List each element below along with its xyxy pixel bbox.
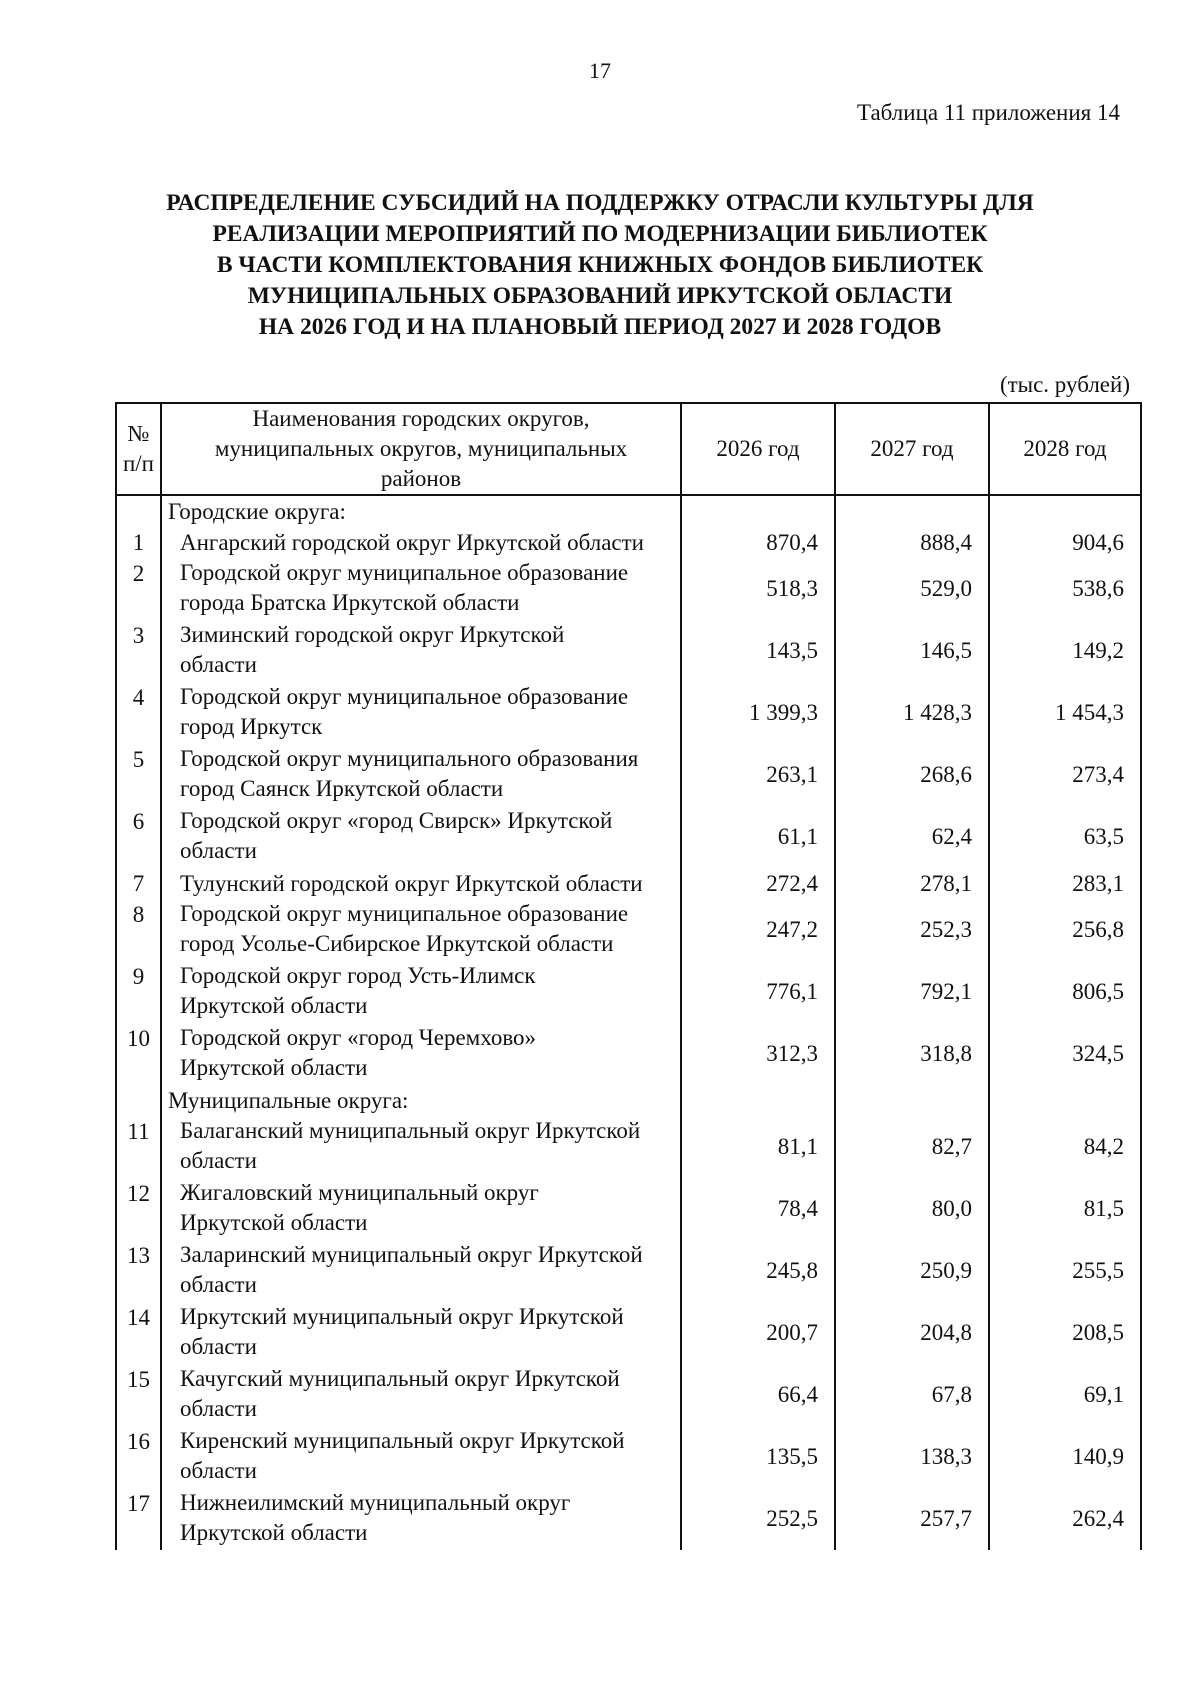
- row-number: 1: [116, 527, 161, 558]
- value-2026: 78,4: [681, 1178, 835, 1240]
- group-label: Муниципальные округа:: [161, 1085, 681, 1116]
- value-2027: 250,9: [835, 1240, 989, 1302]
- value-2027: 80,0: [835, 1178, 989, 1240]
- value-2028: 1 454,3: [989, 682, 1141, 744]
- value-2028: 806,5: [989, 961, 1141, 1023]
- municipality-name: [161, 1116, 681, 1178]
- municipality-name-line2: Иркутской области: [180, 993, 368, 1018]
- municipality-name: [161, 806, 681, 868]
- municipality-name-line2: области: [180, 1334, 257, 1359]
- table-row: [116, 868, 1141, 899]
- municipality-name-line2: Иркутской области: [180, 1055, 368, 1080]
- municipality-name-line1: Городской округ муниципальное образование: [180, 901, 629, 926]
- title-line: НА 2026 ГОД И НА ПЛАНОВЫЙ ПЕРИОД 2027 И 2028 ГОДОВ: [258, 314, 942, 340]
- municipality-name: [161, 899, 681, 961]
- table-row: [116, 527, 1141, 558]
- municipality-name: [161, 1023, 681, 1085]
- municipality-name-line1: Иркутский муниципальный округ Иркутской: [180, 1304, 624, 1329]
- row-number: 10: [116, 1023, 161, 1085]
- municipality-name-line1: Качугский муниципальный округ Иркутской: [180, 1366, 620, 1391]
- table-row: [116, 682, 1141, 744]
- title-line: МУНИЦИПАЛЬНЫХ ОБРАЗОВАНИЙ ИРКУТСКОЙ ОБЛАСТИ: [247, 283, 953, 309]
- municipality-name: [161, 527, 681, 558]
- value-2028: 904,6: [989, 527, 1141, 558]
- value-2026: 870,4: [681, 527, 835, 558]
- value-2028: 81,5: [989, 1178, 1141, 1240]
- row-number: 15: [116, 1364, 161, 1426]
- value-2028: 256,8: [989, 899, 1141, 961]
- value-2028: 208,5: [989, 1302, 1141, 1364]
- group-empty-cell: [835, 495, 989, 527]
- value-2026: 776,1: [681, 961, 835, 1023]
- group-empty-cell: [989, 495, 1141, 527]
- value-2028: 140,9: [989, 1426, 1141, 1488]
- municipality-name-line2: город Саянск Иркутской области: [180, 776, 504, 801]
- table-row: [116, 961, 1141, 1023]
- value-2027: 82,7: [835, 1116, 989, 1178]
- value-2027: 62,4: [835, 806, 989, 868]
- municipality-name-line1: Киренский муниципальный округ Иркутской: [180, 1428, 625, 1453]
- value-2026: 263,1: [681, 744, 835, 806]
- header-number-line1: №: [127, 421, 150, 446]
- value-2026: 247,2: [681, 899, 835, 961]
- value-2027: 888,4: [835, 527, 989, 558]
- header-name-line1: Наименования городских округов,: [252, 406, 590, 431]
- value-2026: 1 399,3: [681, 682, 835, 744]
- value-2026: 66,4: [681, 1364, 835, 1426]
- value-2026: 245,8: [681, 1240, 835, 1302]
- header-number-line2: п/п: [122, 451, 154, 476]
- municipality-name: [161, 1302, 681, 1364]
- row-number: 16: [116, 1426, 161, 1488]
- group-number-cell: [116, 1085, 161, 1116]
- value-2027: 529,0: [835, 558, 989, 620]
- table-row: [116, 744, 1141, 806]
- municipality-name-line1: Нижнеилимский муниципальный округ: [180, 1490, 571, 1515]
- header-name-line2: муниципальных округов, муниципальных: [214, 436, 628, 461]
- row-number: 9: [116, 961, 161, 1023]
- table-row: [116, 1178, 1141, 1240]
- value-2026: 200,7: [681, 1302, 835, 1364]
- table-row: [116, 899, 1141, 961]
- value-2028: 84,2: [989, 1116, 1141, 1178]
- table-row: [116, 1426, 1141, 1488]
- value-2028: 273,4: [989, 744, 1141, 806]
- group-label: Городские округа:: [161, 495, 681, 527]
- value-2027: 257,7: [835, 1488, 989, 1550]
- row-number: 8: [116, 899, 161, 961]
- group-number-cell: [116, 495, 161, 527]
- value-2028: 63,5: [989, 806, 1141, 868]
- table-header-row: [116, 403, 1141, 495]
- municipality-name-line2: области: [180, 838, 257, 863]
- municipality-name: [161, 1488, 681, 1550]
- value-2027: 67,8: [835, 1364, 989, 1426]
- table-row: [116, 806, 1141, 868]
- municipality-name-line2: области: [180, 1272, 257, 1297]
- municipality-name-line2: Иркутской области: [180, 1520, 368, 1545]
- value-2026: 518,3: [681, 558, 835, 620]
- value-2027: 252,3: [835, 899, 989, 961]
- header-2026: 2026 год: [681, 403, 835, 495]
- document-title: [60, 188, 1140, 343]
- value-2028: 324,5: [989, 1023, 1141, 1085]
- row-number: 12: [116, 1178, 161, 1240]
- municipality-name: [161, 1364, 681, 1426]
- table-row: [116, 1488, 1141, 1550]
- municipality-name: [161, 868, 681, 899]
- value-2026: 272,4: [681, 868, 835, 899]
- municipality-name: [161, 1426, 681, 1488]
- municipality-name: [161, 620, 681, 682]
- municipality-name-line1: Тулунский городской округ Иркутской области: [180, 871, 643, 896]
- value-2027: 146,5: [835, 620, 989, 682]
- municipality-name: [161, 1240, 681, 1302]
- table-row: [116, 1116, 1141, 1178]
- municipality-name-line1: Ангарский городской округ Иркутской области: [180, 530, 644, 555]
- municipality-name-line1: Зиминский городской округ Иркутской: [180, 622, 565, 647]
- row-number: 14: [116, 1302, 161, 1364]
- title-line: РЕАЛИЗАЦИИ МЕРОПРИЯТИЙ ПО МОДЕРНИЗАЦИИ БИБЛИОТЕК: [212, 221, 988, 247]
- value-2027: 1 428,3: [835, 682, 989, 744]
- table-row: [116, 620, 1141, 682]
- municipality-name-line2: области: [180, 1148, 257, 1173]
- value-2027: 318,8: [835, 1023, 989, 1085]
- title-line: РАСПРЕДЕЛЕНИЕ СУБСИДИЙ НА ПОДДЕРЖКУ ОТРАСЛИ КУЛЬТУРЫ ДЛЯ: [166, 190, 1034, 216]
- municipality-name-line1: Городской округ муниципального образования: [180, 746, 639, 771]
- municipality-name: [161, 744, 681, 806]
- municipality-name-line1: Городской округ муниципальное образование: [180, 684, 629, 709]
- row-number: 17: [116, 1488, 161, 1550]
- row-number: 11: [116, 1116, 161, 1178]
- municipality-name: [161, 1178, 681, 1240]
- value-2028: 538,6: [989, 558, 1141, 620]
- subsidy-table: [115, 402, 1142, 1550]
- value-2026: 252,5: [681, 1488, 835, 1550]
- municipality-name-line2: Иркутской области: [180, 1210, 368, 1235]
- value-2027: 792,1: [835, 961, 989, 1023]
- group-empty-cell: [835, 1085, 989, 1116]
- value-2027: 268,6: [835, 744, 989, 806]
- municipality-name-line2: город Усолье-Сибирское Иркутской области: [180, 931, 614, 956]
- group-empty-cell: [681, 495, 835, 527]
- value-2026: 143,5: [681, 620, 835, 682]
- municipality-name-line1: Заларинский муниципальный округ Иркутской: [180, 1242, 643, 1267]
- value-2026: 81,1: [681, 1116, 835, 1178]
- value-2026: 312,3: [681, 1023, 835, 1085]
- value-2027: 138,3: [835, 1426, 989, 1488]
- municipality-name-line2: город Иркутск: [180, 714, 323, 739]
- table-caption: Таблица 11 приложения 14: [856, 100, 1120, 125]
- value-2028: 149,2: [989, 620, 1141, 682]
- header-name-line3: районов: [380, 466, 462, 491]
- header-name: [161, 403, 681, 495]
- table-row: [116, 1240, 1141, 1302]
- row-number: 2: [116, 558, 161, 620]
- title-line: В ЧАСТИ КОМПЛЕКТОВАНИЯ КНИЖНЫХ ФОНДОВ БИБЛИОТЕК: [216, 252, 984, 278]
- header-number: [116, 403, 161, 495]
- municipality-name-line2: области: [180, 1396, 257, 1421]
- row-number: 5: [116, 744, 161, 806]
- page-number: 17: [589, 58, 611, 83]
- row-number: 3: [116, 620, 161, 682]
- value-2027: 278,1: [835, 868, 989, 899]
- municipality-name: [161, 558, 681, 620]
- municipality-name: [161, 682, 681, 744]
- value-2028: 262,4: [989, 1488, 1141, 1550]
- value-2028: 69,1: [989, 1364, 1141, 1426]
- value-2026: 135,5: [681, 1426, 835, 1488]
- municipality-name-line2: города Братска Иркутской области: [180, 590, 520, 615]
- municipality-name-line2: области: [180, 1458, 257, 1483]
- units-note: (тыс. рублей): [999, 372, 1130, 397]
- subsidy-table-container: [115, 402, 1140, 1550]
- municipality-name-line1: Городской округ «город Свирск» Иркутской: [180, 808, 613, 833]
- municipality-name-line1: Городской округ муниципальное образование: [180, 560, 629, 585]
- table-body: [116, 495, 1141, 1550]
- row-number: 13: [116, 1240, 161, 1302]
- table-row: [116, 1364, 1141, 1426]
- group-empty-cell: [681, 1085, 835, 1116]
- value-2028: 255,5: [989, 1240, 1141, 1302]
- municipality-name-line1: Городской округ город Усть-Илимск: [180, 963, 536, 988]
- table-row: [116, 558, 1141, 620]
- group-empty-cell: [989, 1085, 1141, 1116]
- value-2028: 283,1: [989, 868, 1141, 899]
- row-number: 7: [116, 868, 161, 899]
- municipality-name: [161, 961, 681, 1023]
- table-row: [116, 1302, 1141, 1364]
- header-2028: 2028 год: [989, 403, 1141, 495]
- header-2027: 2027 год: [835, 403, 989, 495]
- row-number: 6: [116, 806, 161, 868]
- municipality-name-line1: Балаганский муниципальный округ Иркутской: [180, 1118, 641, 1143]
- value-2027: 204,8: [835, 1302, 989, 1364]
- table-group-row: [116, 1085, 1141, 1116]
- municipality-name-line2: области: [180, 652, 257, 677]
- value-2026: 61,1: [681, 806, 835, 868]
- table-group-row: [116, 495, 1141, 527]
- row-number: 4: [116, 682, 161, 744]
- table-row: [116, 1023, 1141, 1085]
- municipality-name-line1: Жигаловский муниципальный округ: [180, 1180, 539, 1205]
- municipality-name-line1: Городской округ «город Черемхово»: [180, 1025, 537, 1050]
